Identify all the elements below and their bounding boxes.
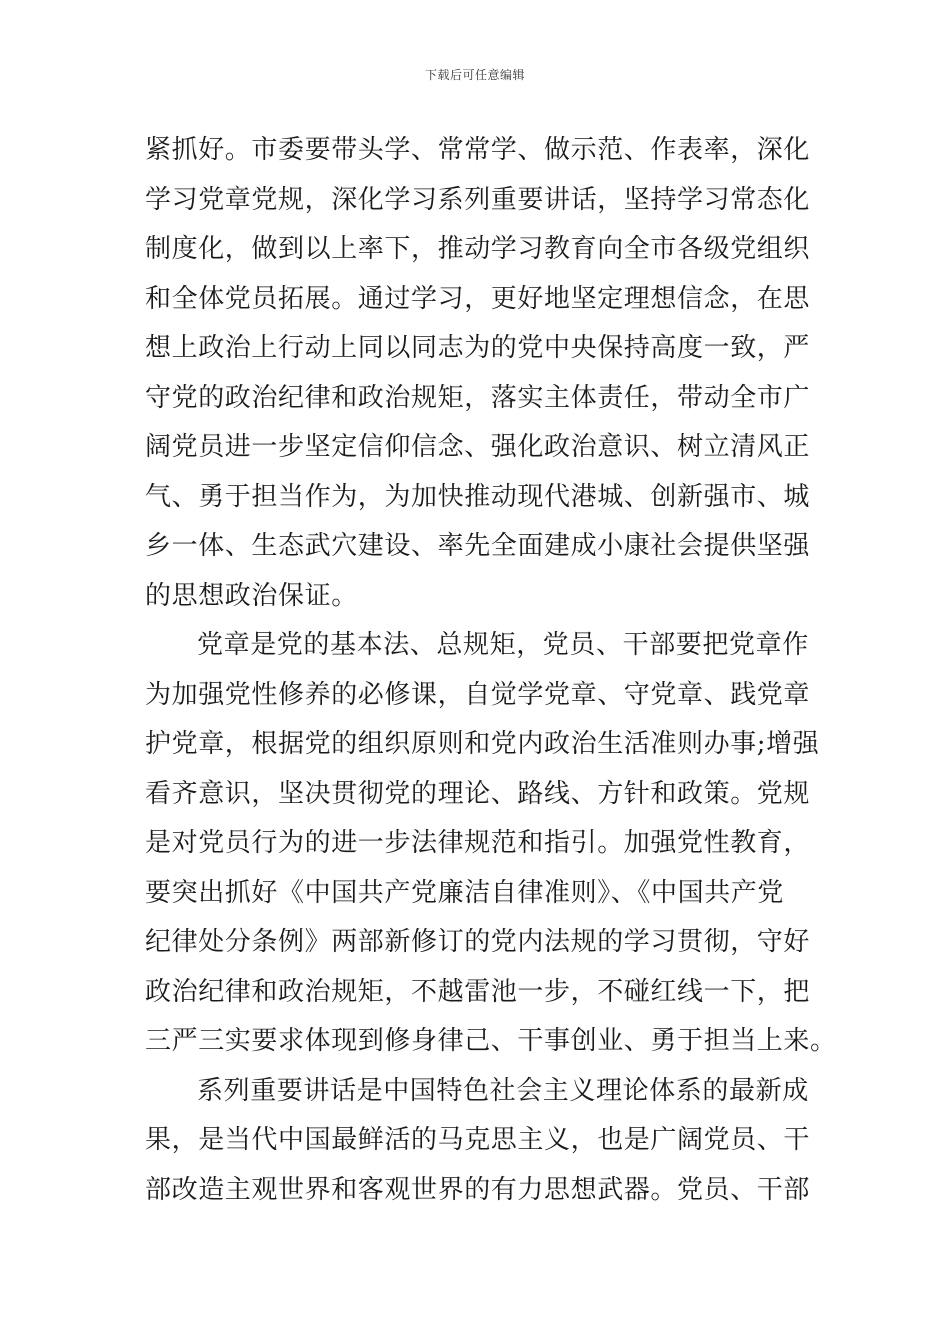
text-line: 纪律处分条例》两部新修订的党内法规的学习贯彻，守好 <box>145 927 811 957</box>
text-line: 为加强党性修养的必修课，自觉学党章、守党章、践党章 <box>145 679 811 710</box>
text-line: 看齐意识，坚决贯彻党的理论、路线、方针和政策。党规 <box>145 778 811 809</box>
text-line: 守党的政治纪律和政治规矩，落实主体责任，带动全市广 <box>145 382 811 413</box>
text-line: 果，是当代中国最鲜活的马克思主义，也是广阔党员、干 <box>145 1125 811 1155</box>
text-line: 三严三实要求体现到修身律己、干事创业、勇于担当上来。 <box>145 1026 837 1056</box>
text-line: 学习党章党规，深化学习系列重要讲话，坚持学习常态化 <box>145 184 811 215</box>
text-line: 想上政治上行动上同以同志为的党中央保持高度一致，严 <box>145 333 811 363</box>
text-line: 要突出抓好《中国共产党廉洁自律准则》、《中国共产党 <box>145 877 785 908</box>
text-line: 政治纪律和政治规矩，不越雷池一步，不碰红线一下，把 <box>145 976 811 1007</box>
text-line: 阔党员进一步坚定信仰信念、强化政治意识、树立清风正 <box>145 432 811 462</box>
text-line: 和全体党员拓展。通过学习，更好地坚定理想信念，在思 <box>145 283 811 314</box>
text-line: 的思想政治保证。 <box>145 580 358 611</box>
paragraph-first-line: 党章是党的基本法、总规矩，党员、干部要把党章作 <box>197 630 809 660</box>
page-header-note: 下载后可任意编辑 <box>424 68 525 82</box>
text-line: 紧抓好。市委要带头学、常常学、做示范、作表率，深化 <box>145 135 811 165</box>
document-body <box>145 126 837 1215</box>
paragraph-first-line: 系列重要讲话是中国特色社会主义理论体系的最新成 <box>197 1075 809 1106</box>
text-line: 部改造主观世界和客观世界的有力思想武器。党员、干部 <box>145 1174 811 1205</box>
text-line: 护党章，根据党的组织原则和党内政治生活准则办事;增强 <box>145 729 820 759</box>
text-line: 制度化，做到以上率下，推动学习教育向全市各级党组织 <box>145 234 811 264</box>
text-line: 乡一体、生态武穴建设、率先全面建成小康社会提供坚强 <box>145 531 811 561</box>
text-line: 气、勇于担当作为，为加快推动现代港城、创新强市、城 <box>145 481 811 512</box>
text-line: 是对党员行为的进一步法律规范和指引。加强党性教育， <box>145 828 811 858</box>
